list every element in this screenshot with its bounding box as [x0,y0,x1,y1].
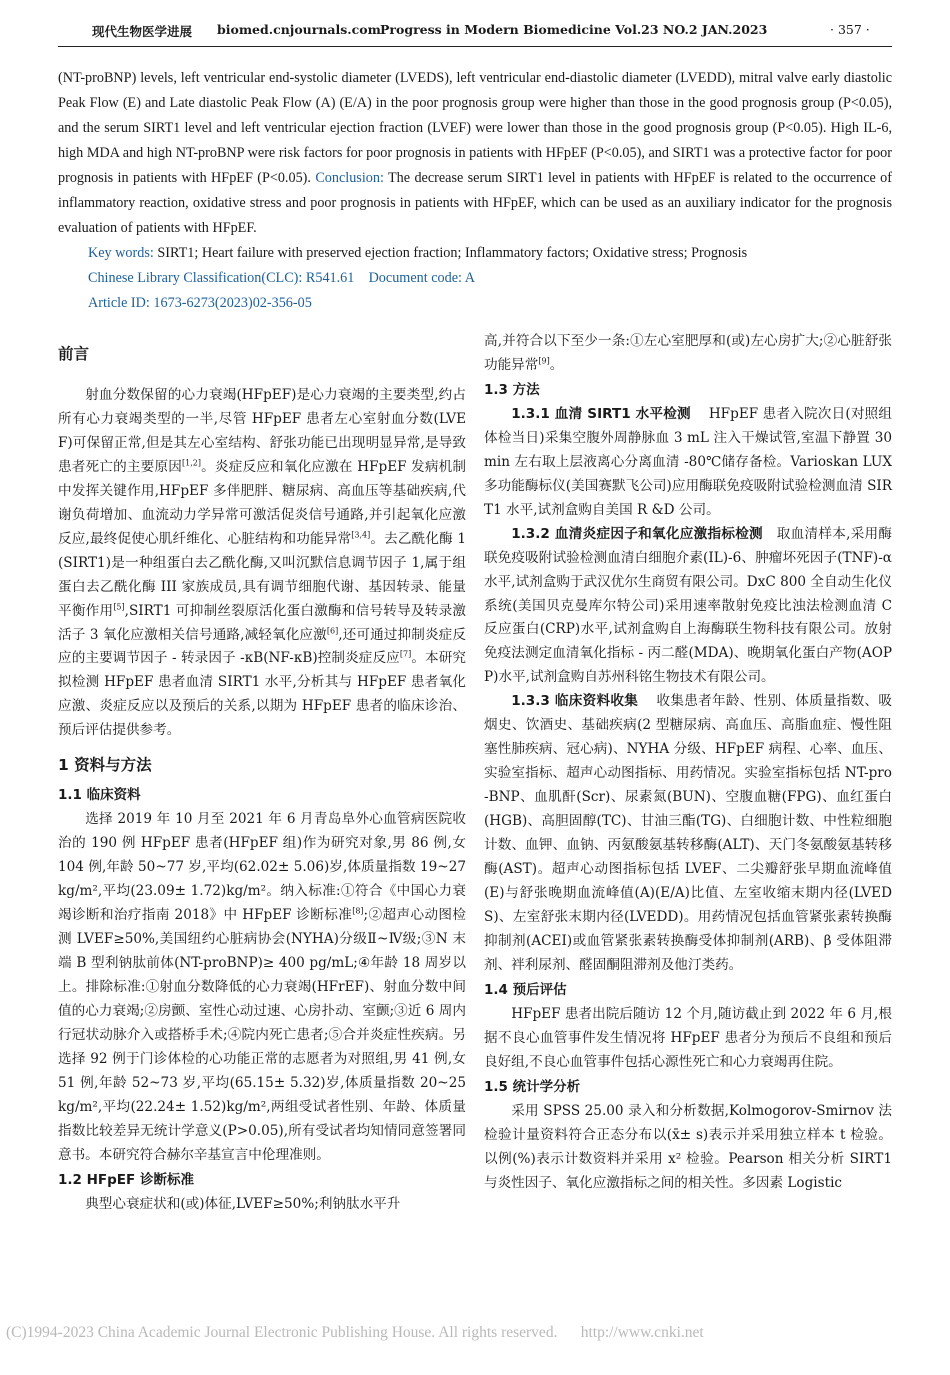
section-1-3-1-heading: 1.3.1 血清 SIRT1 水平检测 [511,405,691,422]
preface-text-3: 。去乙酰化酶 1(SIRT1)是一种组蛋白去乙酰化酶,又叫沉默信息调节因子 1,属于组蛋白去乙酰化酶 III 家族成员,具有调节细胞代谢、基因转录、能量平衡作用 [58,530,466,619]
clinical-collection-paragraph [484,690,892,977]
citation: [7] [399,649,412,659]
article-id-value: 1673-6273(2023)02-356-05 [153,295,312,311]
abstract-section [58,66,892,316]
doccode-value: A [464,270,475,286]
copyright-text: (C)1994-2023 China Academic Journal Electronic Publishing House. All rights reserved. [6,1324,558,1341]
abstract-text [58,66,892,241]
section-1-4-heading: 1.4 预后评估 [484,981,567,998]
doccode-label: Document code: [368,270,462,286]
clc-label: Chinese Library Classification(CLC): [88,270,303,286]
clc-line [58,266,892,291]
copyright-footer [6,1324,946,1342]
right-column [484,330,892,1195]
citation: [1,2] [182,458,201,468]
journal-name-en: Progress in Modern Biomedicine Vol.23 NO.2 JAN.2023 [380,22,768,37]
left-column [58,330,466,1217]
preface-text-4: ,SIRT1 可抑制丝裂原活化蛋白激酶和信号转导及转录激活子 3 氧化应激相关信号通路,减轻氧化应激 [58,602,467,643]
page-number: · 357 · [830,22,870,37]
journal-name-cn: 现代生物医学进展 [92,24,193,39]
section-1-3-2-heading: 1.3.2 血清炎症因子和氧化应激指标检测 [511,525,763,542]
diagnosis-end: 。 [549,356,564,373]
diagnosis-text: 高,并符合以下至少一条:①左心室肥厚和(或)左心房扩大;②心脏舒张功能异常 [484,333,892,373]
section-1-5-heading: 1.5 统计学分析 [484,1078,581,1095]
keywords-line [58,241,892,266]
preface-text-6: 。本研究拟检测 HFpEF 患者血清 SIRT1 水平,分析其与 HFpEF 患者氧化应激、炎症反应以及预后的关系,以期为 HFpEF 患者的临床诊治、预后评估提供参考。 [58,650,467,739]
header-divider [58,46,892,47]
clinical-data-text-2: ;②超声心动图检测 LVEF≥50%,美国纽约心脏病协会(NYHA)分级Ⅱ~Ⅳ级;③N 末端 B 型利钠肽前体(NT-proBNP)≥ 400 pg/mL;④年龄 18 周岁以上。排除标准:①射血分数降低的心力衰竭(HFrEF)、射血分数中间值的心力衰竭;②房颤、室性心动过速、心房扑动、室颤;③近 6 周内行冠状动脉介入或搭桥手术;④院内死亡患者;⑤合并炎症性疾病。另选择 92 例于门诊体检的心功能正常的志愿者为对照组,男 41 例,女 51 例,年龄 52~73 岁,平均(65.15± 5.32)岁,体质量指数 20~25 kg/m²,平均(22.24± 1.52)kg/m²,两组受试者性别、年龄、体质量指数比较差异无统计学意义(P>0.05),所有受试者均知情同意签署同意书。本研究符合赫尔辛基宣言中伦理准则。 [58,907,466,1163]
abstract-results: (NT-proBNP) levels, left ventricular end-systolic diameter (LVEDS), left ventricular end-diastolic diameter (LVEDD), mitral valve early diastolic Peak Flow (E) and Late diastolic Peak Flow (A) (E/A) in the poor prognosis group were higher than those in the good prognosis group (P<0.05), and the serum SIRT1 level and left ventricular ejection fraction (LVEF) were lower than those in the good prognosis group (P<0.05). High IL-6, high MDA and high NT-proBNP were risk factors for poor prognosis in patients with HFpEF (P<0.05), and SIRT1 was a protective factor for poor prognosis in patients with HFpEF (P<0.05). [58,70,892,186]
keywords: SIRT1; Heart failure with preserved ejection fraction; Inflammatory factors; Oxidative stress; Prognosis [157,245,748,261]
prognosis-paragraph: HFpEF 患者出院后随访 12 个月,随访截止到 2022 年 6 月,根据不良心血管事件发生情况将 HFpEF 患者分为预后不良组和预后良好组,不良心血管事件包括心源性死亡和心力衰竭再住院。 [484,1005,892,1070]
diagnosis-continued [484,330,892,378]
citation: [3,4] [351,530,371,540]
keywords-label: Key words: [88,245,154,261]
inflammation-method-paragraph [484,523,892,691]
citation: [5] [113,602,125,612]
section-1-1-heading: 1.1 临床资料 [58,787,141,804]
citation: [8] [352,906,364,916]
inflammation-method-text: 取血清样本,采用酶联免疫吸附试验检测血清白细胞介素(IL)-6、肿瘤坏死因子(TNF)-α 水平,试剂盒购于武汉优尔生商贸有限公司。DxC 800 全自动生化仪系统(美国贝克曼库尔特公司)采用速率散射免疫比浊法检测血清 C 反应蛋白(CRP)水平,试剂盒购自上海酶联生物科技有限公司。放射免疫法测定血清氧化指标 - 丙二醛(MDA)、晚期氧化蛋白产物(AOPP)水平,试剂盒购自苏州科铭生物技术有限公司。 [484,525,893,686]
citation: [6] [326,626,339,635]
preface-heading: 前言 [58,345,90,363]
cnki-link[interactable]: http://www.cnki.net [580,1324,704,1341]
preface-text-2: 。炎症反应和氧化应激在 HFpEF 发病机制中发挥关键作用,HFpEF 多伴肥胖、糖尿病、高血压等基础疾病,代谢负荷增加、血流动力学异常可激活促炎信号通路,并引起氧化应激反应,最终促使心肌纤维化、心脏结构和功能异常 [58,458,466,547]
citation: [9] [538,356,550,366]
statistics-paragraph: 采用 SPSS 25.00 录入和分析数据,Kolmogorov-Smirnov 法检验计量资料符合正态分布以(x̄± s)表示并采用独立样本 t 检验。以例(%)表示计数资料并采用 x² 检验。Pearson 相关分析 SIRT1 与炎性因子、氧化应激指标之间的相关性。多因素 Logistic [484,1102,892,1191]
article-id-line [58,291,892,316]
diagnosis-paragraph: 典型心衰症状和(或)体征,LVEF≥50%;利钠肽水平升 [85,1195,401,1212]
preface-text-1: 射血分数保留的心力衰竭(HFpEF)是心力衰竭的主要类型,约占所有心力衰竭类型的一半,尽管 HFpEF 患者左心室射血分数(LVEF)可保留正常,但是其左心室结构、舒张功能已出现明显异常,是导致患者死亡的主要原因 [58,387,466,475]
section-1-2-heading: 1.2 HFpEF 诊断标准 [58,1171,194,1188]
clinical-collection-text: 收集患者年龄、性别、体质量指数、吸烟史、饮酒史、基础疾病(2 型糖尿病、高血压、高脂血症、慢性阻塞性肺疾病、冠心病)、NYHA 分级、HFpEF 病程、心率、血压、实验室指标、超声心动图指标、用药情况。实验室指标包括 NT-pro-BNP、血肌酐(Scr)、尿素氮(BUN)、空腹血糖(FPG)、血红蛋白(HGB)、高胆固醇(TC)、甘油三酯(TG)、白细胞计数、中性粒细胞计数、血钾、血钠、丙氨酸氨基转移酶(ALT)、天门冬氨酸氨基转移酶(AST)。超声心动图指标包括 LVEF、二尖瓣舒张早期血流峰值(E)与舒张晚期血流峰值(A)(E/A)比值、左室收缩末期内径(LVEDS)、左室舒张末期内径(LVEDD)。用药情况包括血管紧张素转换酶抑制剂(ACEI)或血管紧张素转换酶受体抑制剂(ARB)、β 受体阻滞剂、袢利尿剂、醛固酮阻滞剂及他汀类药。 [484,693,893,973]
article-id-label: Article ID: [88,295,150,311]
conclusion-text: The decrease serum SIRT1 level in patients with HFpEF is related to the occurrence of inflammatory reaction, oxidative stress and poor prognosis in patients with HFpEF, which can be used as an auxiliary indicator for the prognosis evaluation of patients with HFpEF. [58,170,892,236]
preface-text-5: ,还可通过抑制炎症反应的主要调节因子 - 转录因子 -κB(NF-κB)控制炎症反应 [58,626,466,667]
preface-paragraph [58,384,466,743]
journal-website: biomed.cnjournals.com [217,22,381,37]
section-1-3-3-heading: 1.3.3 临床资料收集 [511,693,639,710]
sirt1-method-text: HFpEF 患者入院次日(对照组体检当日)采集空腹外周静脉血 3 mL 注入干燥试管,室温下静置 30 min 左右取上层液离心分离血清 -80℃储存备检。Varioskan LUX 多功能酶标仪(美国赛默飞公司)应用酶联免疫吸附试验检测血清 SIRT1 水平,试剂盒购自美国 R &D 公司。 [484,405,893,518]
clinical-data-paragraph [58,808,466,1167]
running-header [60,22,890,44]
clinical-data-text-1: 选择 2019 年 10 月至 2021 年 6 月青岛阜外心血管病医院收治的 190 例 HFpEF 患者(HFpEF 组)作为研究对象,男 86 例,女 104 例,年龄 50~77 岁,平均(62.02± 5.06)岁,体质量指数 19~27 kg/m²,平均(23.09± 1.72)kg/m²。纳入标准:①符合《中国心力衰竭诊断和治疗指南 2018》中 HFpEF 诊断标准 [58,811,466,924]
section-1-3-heading: 1.3 方法 [484,381,540,398]
sirt1-method-paragraph [484,403,892,523]
clc-value: R541.61 [305,270,355,286]
conclusion-label: Conclusion: [315,170,384,186]
section-1-heading: 1 资料与方法 [58,756,152,775]
